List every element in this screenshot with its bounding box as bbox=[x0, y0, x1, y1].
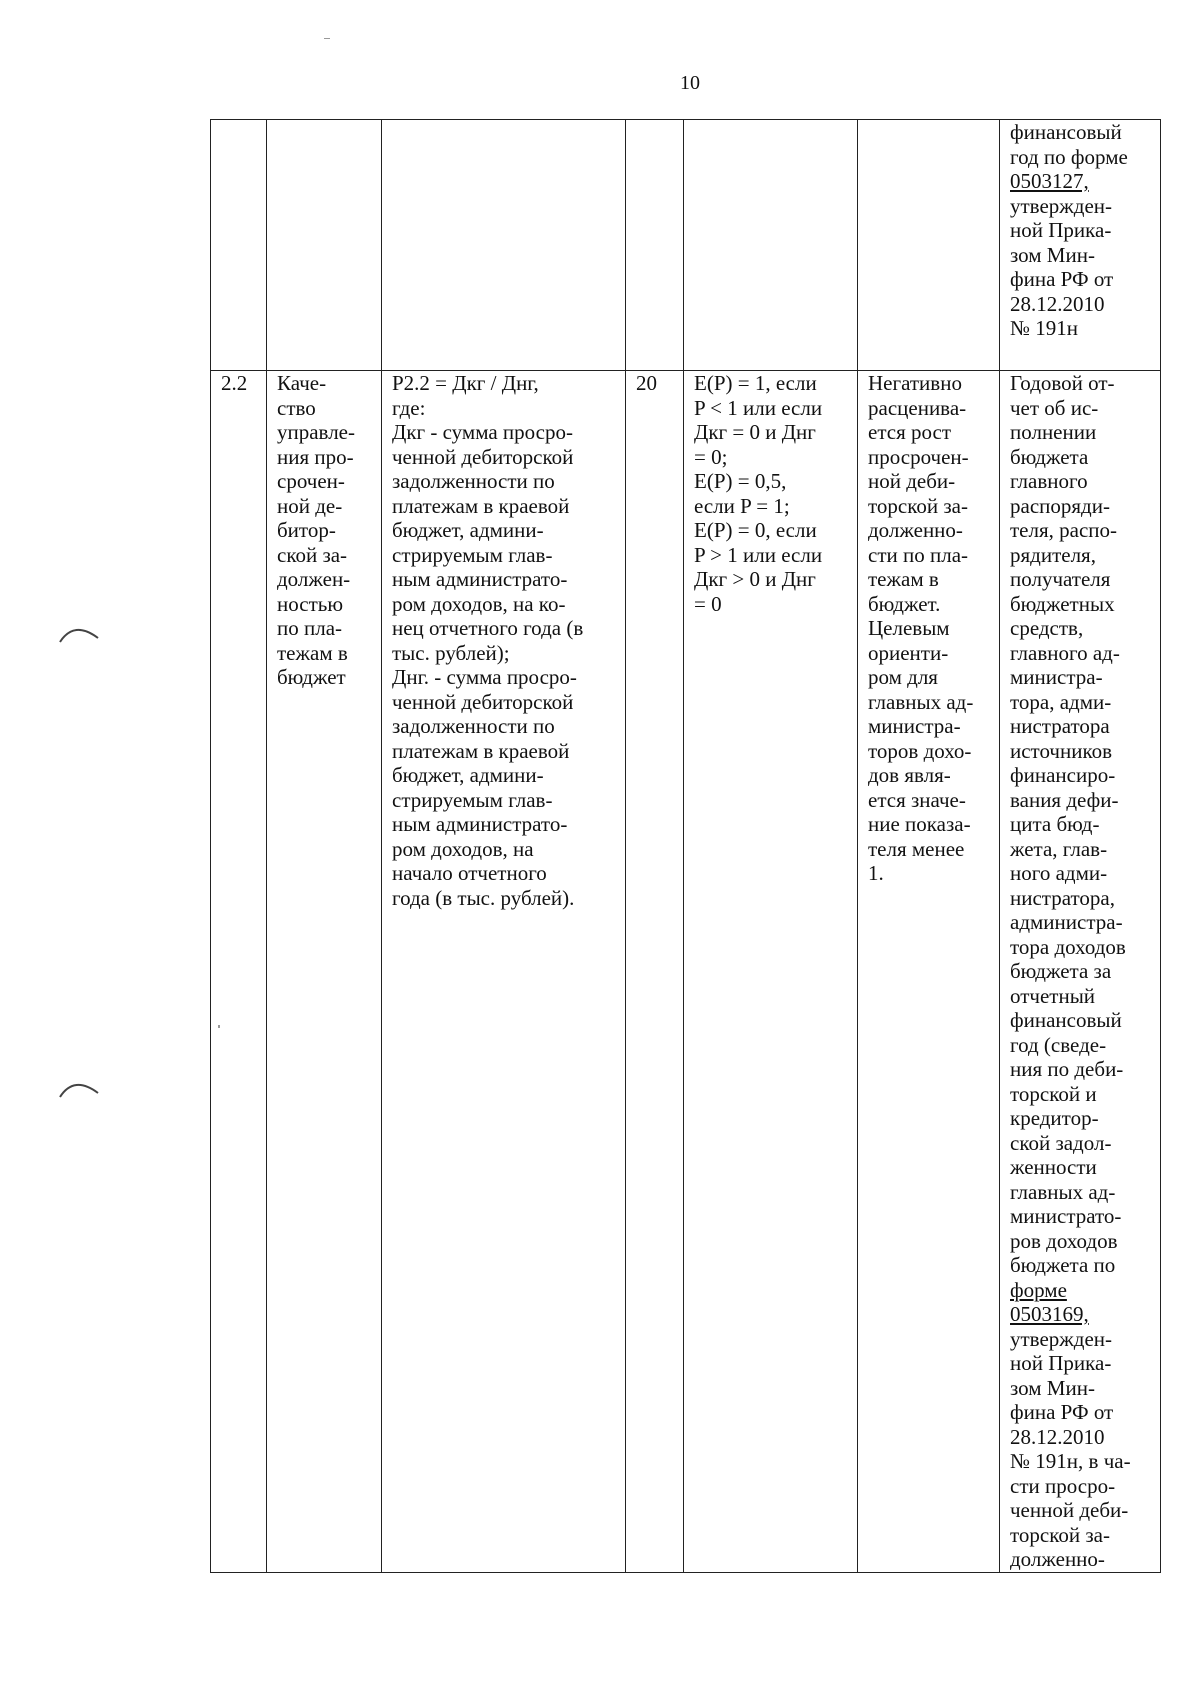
text-line: ченной дебиторской bbox=[392, 689, 574, 714]
text-line: № 191н, в ча- bbox=[1010, 1449, 1131, 1473]
text-line: кредитор- bbox=[1010, 1106, 1099, 1130]
text-line: Дкг > 0 и Днг bbox=[694, 567, 816, 591]
text-line: ченной деби- bbox=[1010, 1498, 1129, 1522]
form-link[interactable]: 0503169, bbox=[1010, 1302, 1089, 1326]
text-line: тора, адми- bbox=[1010, 689, 1112, 714]
text-line: нистратора, bbox=[1010, 885, 1115, 910]
text-line: администра- bbox=[1010, 910, 1123, 934]
text-line: по пла- bbox=[277, 616, 343, 640]
cell-weight bbox=[626, 371, 684, 1573]
text-line: ния по деби- bbox=[1010, 1057, 1124, 1081]
text-line: ной деби- bbox=[868, 469, 956, 493]
text-line: бюджет. bbox=[868, 591, 941, 616]
text-line: бюджета за bbox=[1010, 959, 1112, 983]
scan-speck bbox=[324, 38, 330, 39]
text-line: E(P) = 0, если bbox=[694, 518, 817, 542]
cell-formula bbox=[382, 371, 626, 1573]
table-row-continuation bbox=[211, 120, 1161, 371]
text-line: ской задол- bbox=[1010, 1130, 1112, 1155]
page-number: 10 bbox=[680, 72, 700, 94]
text-line: = 0; bbox=[694, 444, 728, 469]
text-line: стрируемым глав- bbox=[392, 787, 553, 812]
cell-number bbox=[211, 371, 267, 1573]
text-line: утвержден- bbox=[1010, 193, 1113, 218]
text-line: главного ад- bbox=[1010, 640, 1120, 665]
text-line: ется значе- bbox=[868, 787, 966, 812]
cell-evaluation bbox=[684, 120, 858, 371]
text-line: нистратора bbox=[1010, 714, 1110, 738]
text-line: министрато- bbox=[1010, 1204, 1122, 1228]
text-line: задолженности по bbox=[392, 469, 555, 493]
text-line: сти по пла- bbox=[868, 542, 969, 567]
text-line: ного адми- bbox=[1010, 861, 1108, 885]
text-line: Каче- bbox=[277, 371, 327, 395]
text-line: = 0 bbox=[694, 591, 722, 616]
text-line: финансиро- bbox=[1010, 763, 1116, 787]
text-line: фина РФ от bbox=[1010, 267, 1114, 291]
cell-source bbox=[1000, 371, 1161, 1573]
text-line: ченной дебиторской bbox=[392, 444, 574, 469]
text-line: ной Прика- bbox=[1010, 1351, 1112, 1375]
text-line: финансовый bbox=[1010, 1008, 1122, 1032]
text-line: бюджет, админи- bbox=[392, 518, 544, 542]
text-line: если P = 1; bbox=[694, 493, 790, 518]
text-line: отчетный bbox=[1010, 983, 1096, 1008]
text-line: торской за- bbox=[1010, 1522, 1110, 1547]
text-line: ния про- bbox=[277, 444, 354, 469]
text-line: долженно- bbox=[868, 518, 963, 542]
text-line: теля менее bbox=[868, 836, 965, 861]
text-line: год по форме bbox=[1010, 144, 1128, 169]
text-line: тыс. рублей); bbox=[392, 640, 510, 665]
text-line: ориенти- bbox=[868, 640, 949, 665]
text-line: ной Прика- bbox=[1010, 218, 1112, 242]
text-line: ров доходов bbox=[1010, 1228, 1118, 1253]
text-line: жета, глав- bbox=[1010, 836, 1108, 861]
text-line: ностью bbox=[277, 591, 344, 616]
text-line: дов явля- bbox=[868, 763, 951, 787]
text-line: главных ад- bbox=[868, 689, 974, 714]
text-line: рядителя, bbox=[1010, 542, 1096, 567]
cell-formula bbox=[382, 120, 626, 371]
text-line: Дкг - сумма просро- bbox=[392, 420, 573, 444]
cell-source bbox=[1000, 120, 1161, 371]
text-line: зом Мин- bbox=[1010, 1375, 1095, 1400]
weight-value: 20 bbox=[636, 371, 657, 395]
form-link[interactable]: форме bbox=[1010, 1277, 1067, 1302]
text-line: главного bbox=[1010, 469, 1088, 493]
text-line: где: bbox=[392, 395, 426, 420]
text-line: № 191н bbox=[1010, 316, 1079, 340]
text-line: нец отчетного года (в bbox=[392, 616, 584, 640]
text-line: бюджета по bbox=[1010, 1253, 1116, 1277]
cell-indicator-name bbox=[267, 371, 382, 1573]
text-line: женности bbox=[1010, 1155, 1097, 1179]
text-line: главных ад- bbox=[1010, 1179, 1116, 1204]
text-line: торской за- bbox=[868, 493, 968, 518]
text-line: фина РФ от bbox=[1010, 1400, 1114, 1424]
row-number: 2.2 bbox=[221, 371, 248, 395]
text-line: тора доходов bbox=[1010, 934, 1126, 959]
text-line: P < 1 или если bbox=[694, 395, 823, 420]
text-line: 28.12.2010 bbox=[1010, 1424, 1105, 1449]
text-line: бюджет, админи- bbox=[392, 763, 544, 787]
text-line: финансовый bbox=[1010, 120, 1122, 144]
text-line: тежам в bbox=[277, 640, 348, 665]
text-line: утвержден- bbox=[1010, 1326, 1113, 1351]
text-line: ром доходов, на bbox=[392, 836, 534, 861]
text-line: полнении bbox=[1010, 420, 1097, 444]
text-line: стрируемым глав- bbox=[392, 542, 553, 567]
form-link[interactable]: 0503127, bbox=[1010, 169, 1089, 193]
text-line: Целевым bbox=[868, 616, 950, 640]
text-line: битор- bbox=[277, 518, 336, 542]
text-line: ром для bbox=[868, 665, 938, 689]
text-line: бюджетных bbox=[1010, 591, 1115, 616]
text-line: Дкг = 0 и Днг bbox=[694, 420, 816, 444]
text-line: задолженности по bbox=[392, 714, 555, 738]
text-line: источников bbox=[1010, 738, 1113, 763]
text-line: Годовой от- bbox=[1010, 371, 1115, 395]
text-line: теля, распо- bbox=[1010, 518, 1118, 542]
cell-number bbox=[211, 120, 267, 371]
text-line: торской и bbox=[1010, 1081, 1097, 1106]
text-line: года (в тыс. рублей). bbox=[392, 885, 575, 910]
cell-evaluation bbox=[684, 371, 858, 1573]
text-line: начало отчетного bbox=[392, 861, 547, 885]
text-line: долженно- bbox=[1010, 1547, 1105, 1571]
text-line: P > 1 или если bbox=[694, 542, 823, 567]
cell-comment bbox=[858, 120, 1000, 371]
cell-comment bbox=[858, 371, 1000, 1573]
text-line: E(P) = 0,5, bbox=[694, 469, 787, 493]
text-line: Негативно bbox=[868, 371, 962, 395]
text-line: сти просро- bbox=[1010, 1473, 1116, 1498]
text-line: бюджет bbox=[277, 665, 346, 689]
text-line: платежам в краевой bbox=[392, 493, 570, 518]
text-line: управле- bbox=[277, 420, 355, 444]
text-line: ской за- bbox=[277, 542, 348, 567]
indicators-table bbox=[210, 119, 1161, 1573]
text-line: чет об ис- bbox=[1010, 395, 1099, 420]
text-line: E(P) = 1, если bbox=[694, 371, 817, 395]
text-line: срочен- bbox=[277, 469, 345, 493]
text-line: 1. bbox=[868, 861, 884, 885]
text-line: торов дохо- bbox=[868, 738, 972, 763]
formula: P2.2 = Дкг / Днг, bbox=[392, 371, 539, 395]
text-line: министра- bbox=[868, 714, 961, 738]
text-line: ство bbox=[277, 395, 316, 420]
text-line: тежам в bbox=[868, 567, 939, 591]
text-line: ным администрато- bbox=[392, 567, 568, 591]
text-line: вания дефи- bbox=[1010, 787, 1119, 812]
text-line: ется рост bbox=[868, 420, 952, 444]
text-line: ром доходов, на ко- bbox=[392, 591, 566, 616]
text-line: получателя bbox=[1010, 567, 1111, 591]
text-line: бюджета bbox=[1010, 444, 1089, 469]
text-line: ние показа- bbox=[868, 812, 971, 836]
text-line: министра- bbox=[1010, 665, 1103, 689]
cell-indicator-name bbox=[267, 120, 382, 371]
text-line: средств, bbox=[1010, 616, 1084, 640]
text-line: платежам в краевой bbox=[392, 738, 570, 763]
text-line: ным администрато- bbox=[392, 812, 568, 836]
text-line: зом Мин- bbox=[1010, 242, 1095, 267]
text-line: распоряди- bbox=[1010, 493, 1110, 518]
table-row-2-2 bbox=[211, 371, 1161, 1573]
text-line: 28.12.2010 bbox=[1010, 291, 1105, 316]
text-line: цита бюд- bbox=[1010, 812, 1100, 836]
punch-hole-arc-upper bbox=[58, 620, 103, 645]
text-line: год (сведе- bbox=[1010, 1032, 1107, 1057]
text-line: просрочен- bbox=[868, 444, 969, 469]
text-line: расценива- bbox=[868, 395, 967, 420]
text-line: должен- bbox=[277, 567, 351, 591]
text-line: ной де- bbox=[277, 493, 343, 518]
text-line: Днг. - сумма просро- bbox=[392, 665, 577, 689]
punch-hole-arc-lower bbox=[58, 1075, 103, 1100]
cell-weight bbox=[626, 120, 684, 371]
